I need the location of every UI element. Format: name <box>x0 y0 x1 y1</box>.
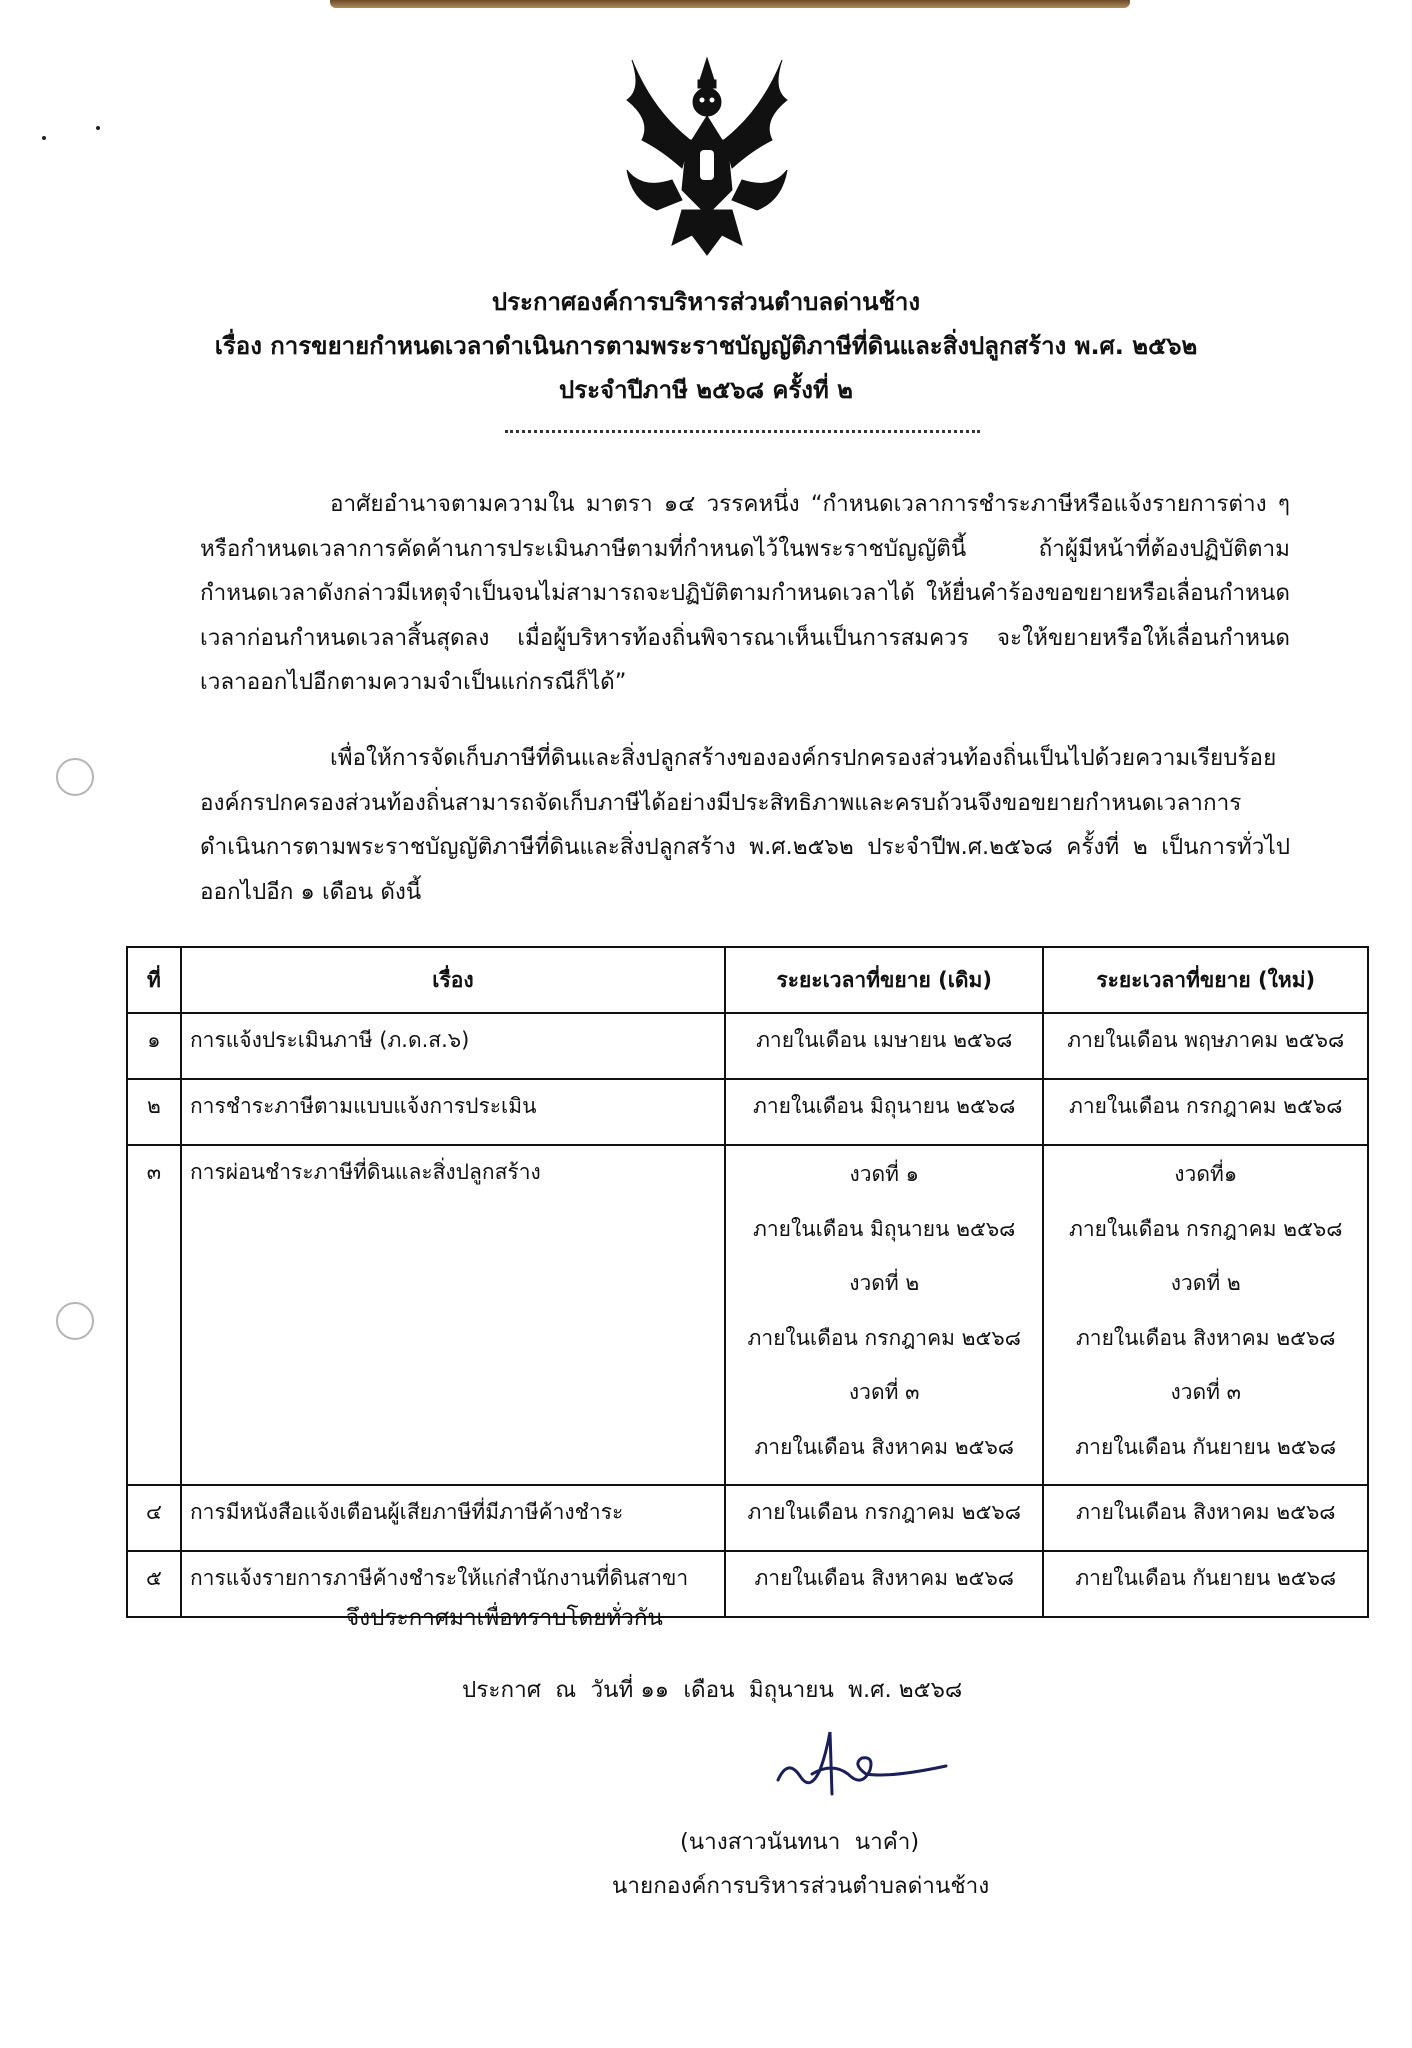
row-subject: การแจ้งประเมินภาษี (ภ.ด.ส.๖) <box>181 1013 725 1079</box>
installment-line: งวดที่ ๒ <box>849 1271 920 1295</box>
punch-hole <box>56 1302 94 1340</box>
tax-year-line: ประจำปีภาษี ๒๕๖๘ ครั้งที่ ๒ <box>558 376 853 404</box>
paragraph-authority <box>200 482 1290 705</box>
table-row <box>127 1145 1368 1485</box>
row-no: ๕ <box>127 1551 181 1617</box>
installment-line: งวดที่ ๒ <box>1170 1271 1241 1295</box>
paragraph-authority-text: อาศัยอำนาจตามความใน มาตรา ๑๔ วรรคหนึ่ง “กำหนดเวลาการชำระภาษีหรือแจ้งรายการต่าง ๆ หรือกำหนดเวลาการคัดค้านการประเมินภาษีตามที่กำหนดไว้ในพระราชบัญญัตินี้ ถ้าผู้มีหน้าที่ต้องปฏิบัติตามกำหนดเวลาดังกล่าวมีเหตุจำเป็นจนไม่สามารถจะปฏิบัติตามกำหนดเวลาได้ ให้ยื่นคำร้องขอขยายหรือเลื่อนกำหนดเวลาก่อนกำหนดเวลาสิ้นสุดลง เมื่อผู้บริหารท้องถิ่นพิจารณาเห็นเป็นการสมควร จะให้ขยายหรือให้เลื่อนกำหนดเวลาออกไปอีกตามความจำเป็นแก่กรณีก็ได้” <box>200 491 1290 695</box>
row-no: ๑ <box>127 1013 181 1079</box>
row-old-period: ภายในเดือน กรกฎาคม ๒๕๖๘ <box>725 1485 1044 1551</box>
date-line: ประกาศ ณ วันที่ ๑๑ เดือน มิถุนายน พ.ศ. ๒๕๖๘ <box>462 1677 963 1703</box>
installment-line: ภายในเดือน กรกฎาคม ๒๕๖๘ <box>747 1325 1021 1350</box>
row-no: ๔ <box>127 1485 181 1551</box>
col-header-new-period: ระยะเวลาที่ขยาย (ใหม่) <box>1043 947 1368 1013</box>
speck <box>96 126 100 130</box>
installment-line: ภายในเดือน สิงหาคม ๒๕๖๘ <box>1075 1325 1336 1350</box>
row-new-period: ภายในเดือน กรกฎาคม ๒๕๖๘ <box>1043 1079 1368 1145</box>
garuda-emblem-icon <box>612 50 802 260</box>
row-new-period: ภายในเดือน พฤษภาคม ๒๕๖๘ <box>1043 1013 1368 1079</box>
signature-icon <box>770 1718 950 1808</box>
row-subject: การชำระภาษีตามแบบแจ้งการประเมิน <box>181 1079 725 1145</box>
row-no: ๒ <box>127 1079 181 1145</box>
installment-line: ภายในเดือน กันยายน ๒๕๖๘ <box>1075 1434 1337 1459</box>
row-subject: การมีหนังสือแจ้งเตือนผู้เสียภาษีที่มีภาษีค้างชำระ <box>181 1485 725 1551</box>
installment-line: งวดที่ ๑ <box>849 1162 919 1186</box>
row-new-period <box>1043 1145 1368 1485</box>
paragraph-purpose <box>200 736 1290 914</box>
announce-line: จึงประกาศมาเพื่อทราบโดยทั่วกัน <box>346 1605 663 1631</box>
signer-title: นายกองค์การบริหารส่วนตำบลด่านช้าง <box>612 1873 990 1899</box>
top-edge-shadow <box>330 0 1130 8</box>
paragraph-purpose-text: เพื่อให้การจัดเก็บภาษีที่ดินและสิ่งปลูกสร้างขององค์กรปกครองส่วนท้องถิ่นเป็นไปด้วยความเรียบร้อย องค์กรปกครองส่วนท้องถิ่นสามารถจัดเก็บภาษีได้อย่างมีประสิทธิภาพและครบถ้วนจึงขอขยายกำหนดเวลาการดำเนินการตามพระราชบัญญัติภาษีที่ดินและสิ่งปลูกสร้าง พ.ศ.๒๕๖๒ ประจำปีพ.ศ.๒๕๖๘ ครั้งที่ ๒ เป็นการทั่วไป ออกไปอีก ๑ เดือน ดังนี้ <box>200 745 1290 905</box>
installment-line: งวดที่๑ <box>1174 1162 1238 1186</box>
installment-line: งวดที่ ๓ <box>1170 1380 1242 1404</box>
installment-line: ภายในเดือน กรกฎาคม ๒๕๖๘ <box>1069 1216 1343 1241</box>
row-no: ๓ <box>127 1145 181 1485</box>
row-old-period: ภายในเดือน เมษายน ๒๕๖๘ <box>725 1013 1044 1079</box>
row-new-period: ภายในเดือน สิงหาคม ๒๕๖๘ <box>1043 1485 1368 1551</box>
table-row <box>127 1551 1368 1617</box>
row-old-period: ภายในเดือน สิงหาคม ๒๕๖๘ <box>725 1551 1044 1617</box>
speck <box>42 136 46 140</box>
row-old-period: ภายในเดือน มิถุนายน ๒๕๖๘ <box>725 1079 1044 1145</box>
row-old-period <box>725 1145 1044 1485</box>
table-row <box>127 1485 1368 1551</box>
org-title: ประกาศองค์การบริหารส่วนตำบลด่านช้าง <box>491 288 921 316</box>
table-row <box>127 1013 1368 1079</box>
extension-table <box>126 946 1369 1618</box>
table-header-row <box>127 947 1368 1013</box>
col-header-subject: เรื่อง <box>181 947 725 1013</box>
col-header-old-period: ระยะเวลาที่ขยาย (เดิม) <box>725 947 1044 1013</box>
table-row <box>127 1079 1368 1145</box>
punch-hole <box>56 758 94 796</box>
row-subject: การผ่อนชำระภาษีที่ดินและสิ่งปลูกสร้าง <box>181 1145 725 1485</box>
row-subject: การแจ้งรายการภาษีค้างชำระให้แก่สำนักงานที่ดินสาขา <box>181 1551 725 1617</box>
installment-line: งวดที่ ๓ <box>848 1380 920 1404</box>
subject-line: เรื่อง การขยายกำหนดเวลาดำเนินการตามพระราชบัญญัติภาษีที่ดินและสิ่งปลูกสร้าง พ.ศ. ๒๕๖๒ <box>214 332 1198 360</box>
divider <box>505 430 980 437</box>
col-header-no: ที่ <box>127 947 181 1013</box>
installment-line: ภายในเดือน มิถุนายน ๒๕๖๘ <box>753 1216 1016 1241</box>
row-new-period: ภายในเดือน กันยายน ๒๕๖๘ <box>1043 1551 1368 1617</box>
installment-line: ภายในเดือน สิงหาคม ๒๕๖๘ <box>754 1434 1014 1459</box>
signer-name: (นางสาวนันทนา นาคำ) <box>680 1829 920 1855</box>
